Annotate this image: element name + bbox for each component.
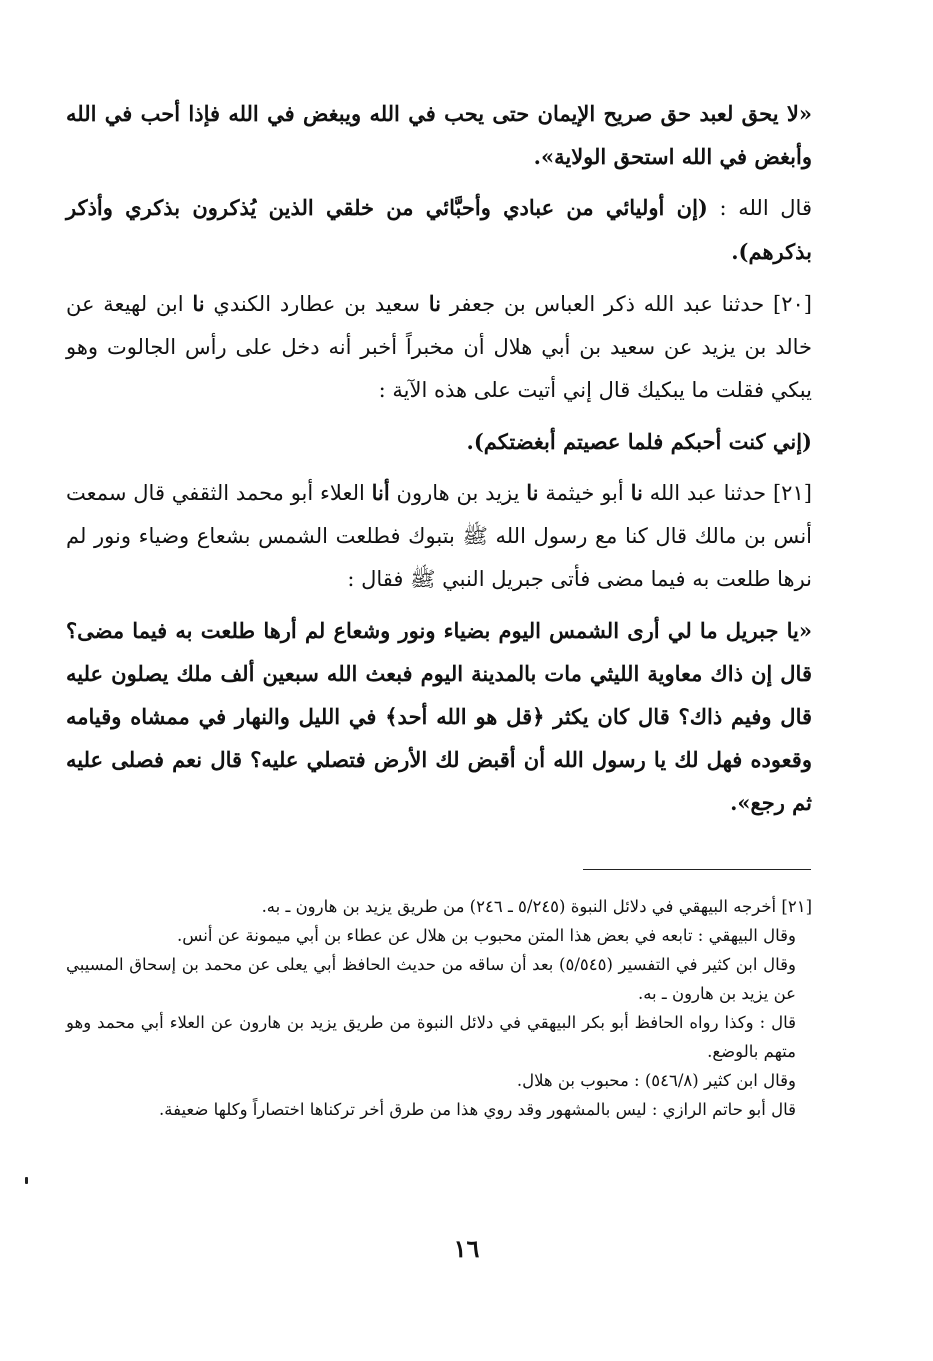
narration-21-part-d: نا (526, 480, 539, 505)
scan-mark (25, 1177, 28, 1184)
narration-20-part-c: سعيد بن عطارد الكندي (213, 292, 420, 316)
main-text (66, 92, 812, 832)
narration-21-part-e: يزيد بن هارون (396, 481, 520, 505)
narration-21-part-b: نا (630, 480, 643, 505)
hadith-quote-2: «يا جبريل ما لي أرى الشمس اليوم بضياء ونور وشعاع لم أرها طلعت به فيما مضى؟ قال إن ذاك معاوية الليثي مات بالمدينة اليوم فبعث الله سبعين ألف ملك يصلون عليه قال وفيم ذاك؟ قال كان يكثر ﴿قل هو الله أحد﴾ في الليل والنهار في ممشاه وقيامه وقعوده فهل لك يا رسول الله أن أقبض لك الأرض فتصلي عليه؟ قال نعم فصلى عليه ثم رجع». (66, 618, 813, 815)
hadith-quote-1: «لا يحق لعبد حق صريح الإيمان حتى يحب في الله ويبغض في الله فإذا أحب في الله وأبغض في الله استحق الولاية». (66, 101, 812, 169)
narration-21-part-c: أبو خيثمة (545, 481, 624, 505)
footnote-line: وقال ابن كثير في التفسير (٥/٥٤٥) بعد أن ساقه من حديث الحافظ أبي يعلى عن محمد بن إسحاق المسيبي عن يزيد بن هارون ـ به. (66, 955, 796, 1003)
saying-text: (إن أوليائي من عبادي وأحبَّائي من خلقي الذين يُذكرون بذكري وأذكر بذكرهم). (66, 195, 812, 264)
footnote-line: وقال ابن كثير (٥٤٦/٨) : محبوب بن هلال. (516, 1071, 796, 1090)
narration-20-part-b: نا (428, 291, 441, 316)
narration-20-part-e: ابن لهيعة عن خالد بن يزيد عن سعيد بن أبي هلال أن مخبراً أخبر أنه دخل على رأس الجالوت وهو يبكي فقلت ما يبكيك قال إني أتيت على هذه الآية : (66, 292, 812, 402)
narration-21-part-g: العلاء أبو محمد الثقفي قال سمعت أنس بن مالك قال كنا مع رسول الله ﷺ بتبوك فطلعت الشمس بشعاع وضياء ونور لم نرها طلعت به فيما مضى فأتى جبريل النبي ﷺ فقال : (66, 481, 812, 591)
narration-20 (66, 282, 812, 412)
footnote-divider (583, 869, 811, 870)
footnote-line: قال أبو حاتم الرازي : ليس بالمشهور وقد روي هذا من طرق أخر تركناها اختصاراً وكلها ضعيفة. (159, 1100, 796, 1119)
saying-lead: قال الله : (719, 196, 812, 220)
divine-saying (66, 186, 812, 274)
page-number: ١٦ (453, 1234, 480, 1263)
narration-20-part-d: نا (192, 291, 205, 316)
narration-21-part-f: أنا (371, 480, 390, 505)
footnotes (66, 892, 812, 1124)
narration-21 (66, 471, 812, 601)
narration-20-part-a: [٢٠] حدثنا عبد الله ذكر العباس بن جعفر (449, 292, 812, 316)
footnote-line: قال : وكذا رواه الحافظ أبو بكر البيهقي في دلائل النبوة من طريق يزيد بن هارون عن العلاء أبي محمد وهو متهم بالوضع. (66, 1013, 796, 1061)
footnote-line: وقال البيهقي : تابعه في بعض هذا المتن محبوب بن هلال عن عطاء بن أبي ميمونة عن أنس. (177, 926, 796, 945)
narration-21-part-a: [٢١] حدثنا عبد الله (649, 481, 812, 505)
footnote-line: [٢١] أخرجه البيهقي في دلائل النبوة (٥/٢٤٥ ـ ٢٤٦) من طريق يزيد بن هارون ـ به. (261, 897, 812, 916)
verse-quote: (إني كنت أحبكم فلما عصيتم أبغضتكم). (466, 429, 812, 454)
